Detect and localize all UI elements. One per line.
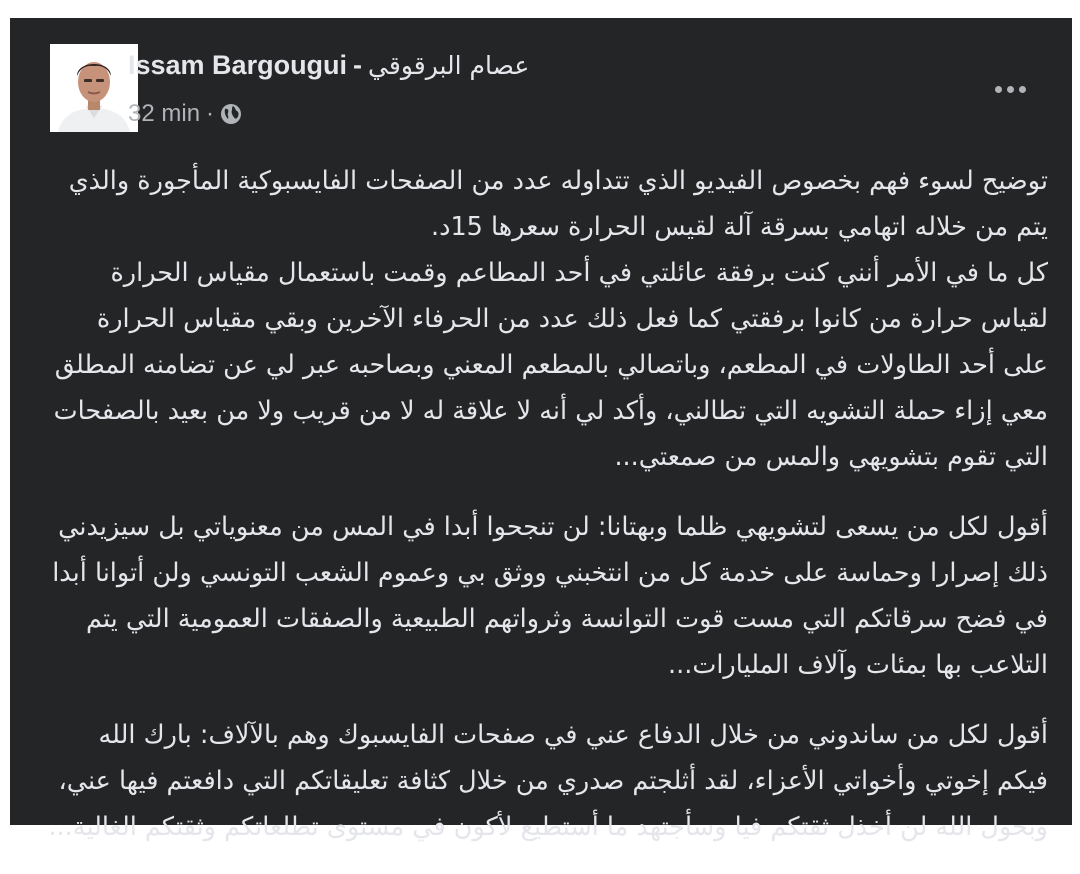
profile-photo: [50, 44, 138, 132]
post-paragraph-3: أقول لكل من ساندوني من خلال الدفاع عني في صفحات الفايسبوك وهم بالآلاف: بارك الله فيكم إخوتي وأخواتي الأعزاء، لقد أثلجتم صدري من خلال كثافة تعليقاتكم التي دافعتم فيها عني، وبحول الله لن أخذل ثقتكم فيا وسأجتهد ما أستطيع لأكون في مستوى تطلعاتكم وثقتكم الغالية...: [48, 720, 1048, 842]
post-timestamp[interactable]: 32 min: [128, 100, 201, 127]
avatar[interactable]: [50, 44, 138, 132]
post-meta: [128, 100, 242, 128]
post-author[interactable]: [128, 50, 529, 81]
author-name-arabic[interactable]: عصام البرقوقي: [368, 51, 530, 80]
post-body: [46, 158, 1048, 874]
post-paragraph-1: توضيح لسوء فهم بخصوص الفيديو الذي تتداوله عدد من الصفحات الفايسبوكية المأجورة والذي يتم من خلاله اتهامي بسرقة آلة لقيس الحرارة سعرها 15د. كل ما في الأمر أنني كنت برفقة عائلتي في أحد المطاعم وقمت باستعمال مقياس الحرارة لقياس حرارة من كانوا برفقتي كما فعل ذلك عدد من الحرفاء الآخرين وبقي مقياس الحرارة على أحد الطاولات في المطعم، وباتصالي بالمطعم المعني وبصاحبه عبر لي عن تضامنه المطلق معي إزاء حملة التشويه التي تطالني، وأكد لي أنه لا علاقة له لا من قريب ولا من بعيد بالصفحات التي تقوم بتشويهي والمس من صمعتي...: [53, 166, 1048, 472]
author-name-latin[interactable]: Issam Bargougui: [128, 50, 348, 80]
more-options-icon: [995, 86, 1002, 93]
more-dot: [1007, 86, 1014, 93]
post-paragraph-2: أقول لكل من يسعى لتشويهي ظلما وبهتانا: لن تنجحوا أبدا في المس من معنوياتي بل سيزيدني ذلك إصرارا وحماسة على خدمة كل من انتخبني ووثق بي وعموم الشعب التونسي ولن أتوانا أبدا في فضح سرقاتكم التي مست قوت التوانسة وثرواتهم الطبيعية والصفقات العمومية التي يتم التلاعب بها بمئات وآلاف المليارات...: [52, 512, 1048, 680]
more-dot: [1019, 86, 1026, 93]
meta-dot: ·: [206, 100, 215, 127]
globe-icon[interactable]: [220, 103, 242, 125]
author-separator: -: [353, 50, 363, 80]
facebook-post: [10, 18, 1072, 842]
more-options-button[interactable]: [988, 74, 1032, 104]
